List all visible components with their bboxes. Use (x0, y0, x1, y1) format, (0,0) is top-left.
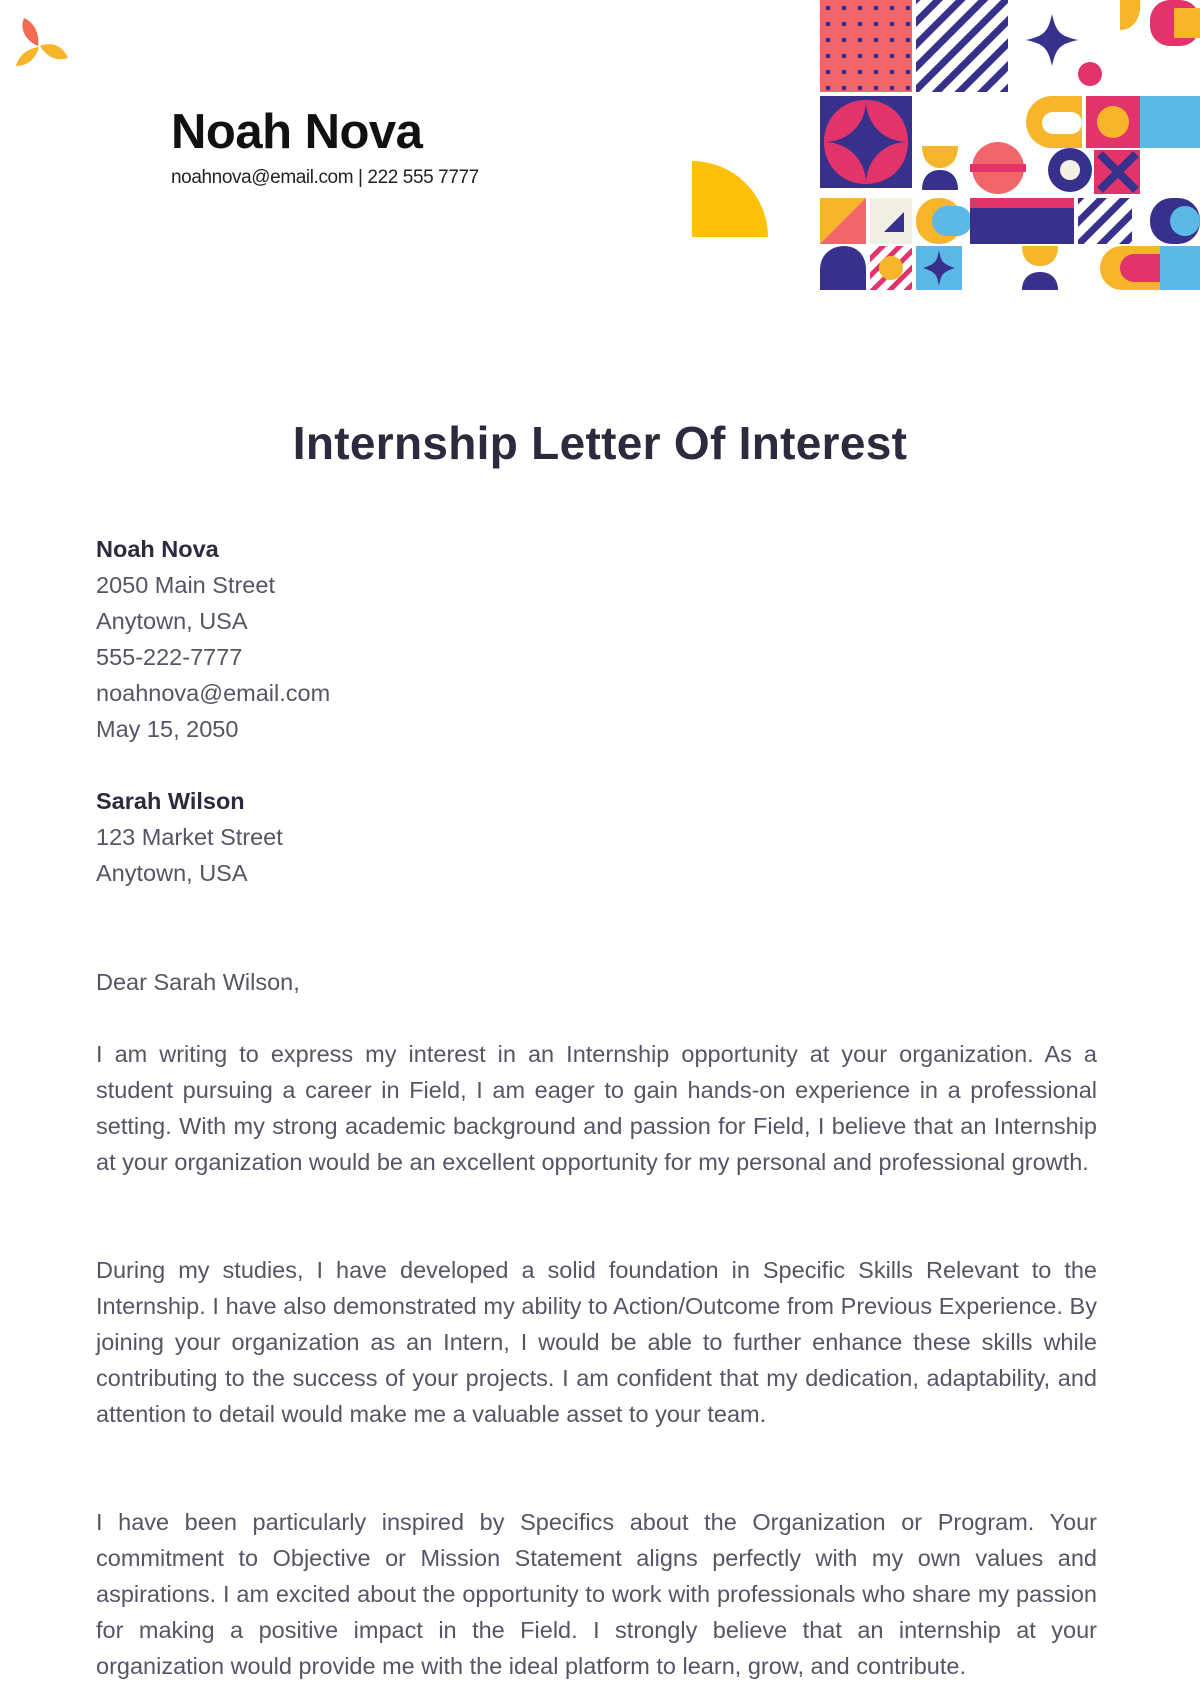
body-paragraph-2: During my studies, I have developed a solid foundation in Specific Skills Relevant to the Internship. I have also demonstrated my ability to Action/Outcome from Previous Experience. By joining your organization as an Intern, I would be able to further enhance these skills while contributing to the success of your projects. I am confident that my dedication, adaptability, and attention to detail would make me a valuable asset to your team. (96, 1257, 1097, 1427)
sender-block (96, 531, 330, 747)
quarter-circle-decoration (692, 161, 768, 237)
recipient-city: Anytown, USA (96, 860, 248, 886)
recipient-name: Sarah Wilson (96, 788, 245, 814)
body-paragraph-1: I am writing to express my interest in an Internship opportunity at your organization. As a student pursuing a career in Field, I am eager to gain hands-on experience in a professional setting. With my strong academic background and passion for Field, I believe that an Internship at your organization would be an excellent opportunity for my personal and professional growth. (96, 1041, 1097, 1175)
sender-name: Noah Nova (96, 536, 219, 562)
letter-date: May 15, 2050 (96, 716, 239, 742)
flower-icon (10, 14, 70, 74)
body-paragraph-3: I have been particularly inspired by Specifics about the Organization or Program. Your commitment to Objective or Mission Statement aligns perfectly with my own values and aspirations. I am excited about the opportunity to work with professionals who share my passion for making a positive impact in the Field. I strongly believe that an internship at your organization would provide me with the ideal platform to learn, grow, and contribute. (96, 1509, 1097, 1679)
greeting: Dear Sarah Wilson, (96, 969, 300, 995)
recipient-street: 123 Market Street (96, 824, 283, 850)
sender-city: Anytown, USA (96, 608, 248, 634)
sender-phone: 555-222-7777 (96, 644, 243, 670)
header-name: Noah Nova (171, 105, 423, 159)
header-contact: noahnova@email.com | 222 555 7777 (171, 167, 479, 188)
recipient-block (96, 783, 283, 891)
geometric-mosaic-decoration (820, 0, 1200, 290)
sender-email: noahnova@email.com (96, 680, 331, 706)
letter-title: Internship Letter Of Interest (292, 417, 908, 469)
sender-street: 2050 Main Street (96, 572, 275, 598)
